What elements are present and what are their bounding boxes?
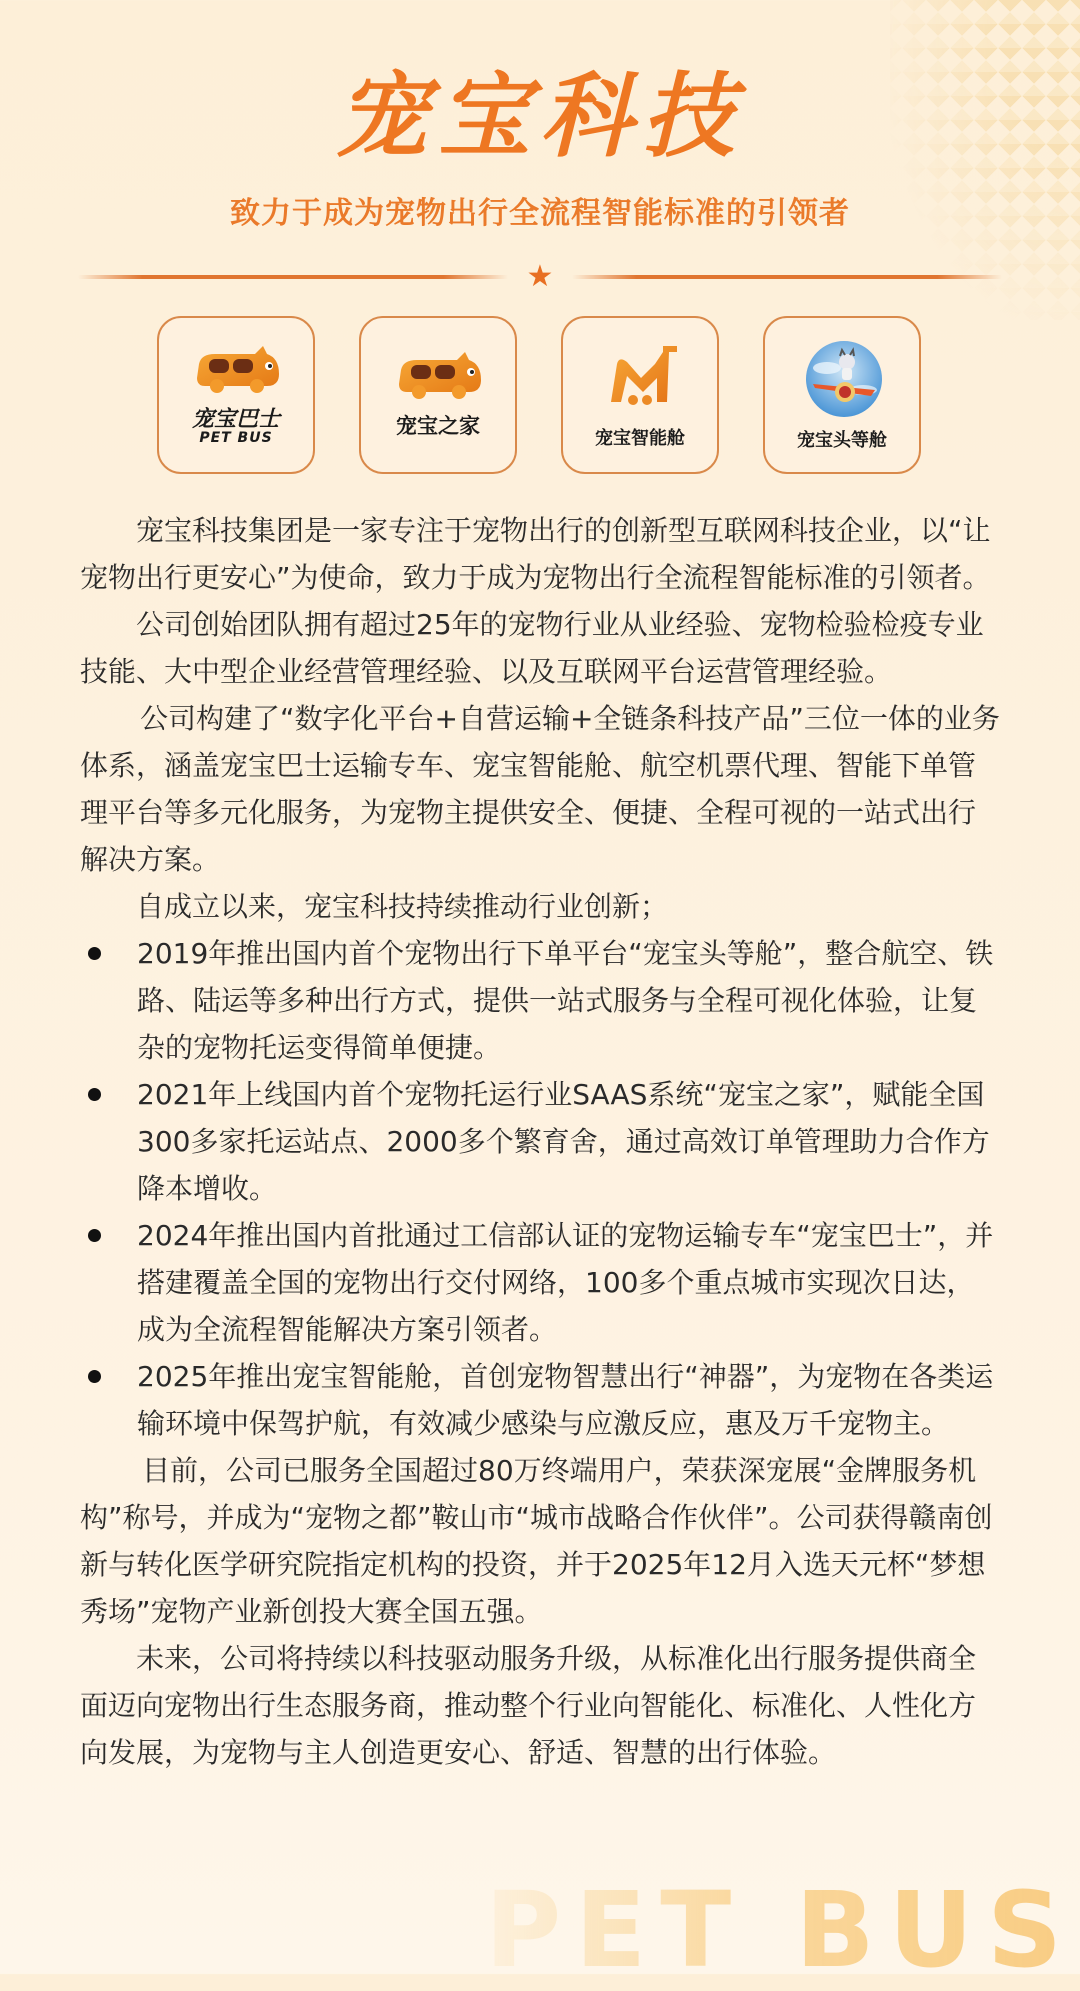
milestone-text: 2021年上线国内首个宠物托运行业SAAS系统“宠宝之家”，赋能全国300多家托运站点、2000多个繁育舍，通过高效订单管理助力合作方降本增收。	[137, 1078, 990, 1205]
milestone-item	[80, 1353, 1000, 1447]
milestone-list	[80, 930, 1000, 1447]
product-card-pet-bus	[157, 316, 315, 474]
smart-cabin-logo-icon	[607, 342, 679, 410]
page-title: 宠宝科技	[335, 63, 744, 170]
closing-paragraph: 未来，公司将持续以科技驱动服务升级，从标准化出行服务提供商全面迈向宠物出行生态服务商，推动整个行业向智能化、标准化、人性化方向发展，为宠物与主人创造更安心、舒适、智慧的出行体验。	[80, 1642, 977, 1769]
product-name: 宠宝智能舱	[595, 428, 685, 449]
product-card-smart-cabin	[561, 316, 719, 474]
intro-paragraph: 公司创始团队拥有超过25年的宠物行业从业经验、宠物检验检疫专业技能、大中型企业经营管理经验、以及互联网平台运营管理经验。	[80, 608, 984, 688]
pet-bus-watermark: PET BUS	[484, 1869, 1076, 1991]
milestone-text: 2024年推出国内首批通过工信部认证的宠物运输专车“宠宝巴士”，并搭建覆盖全国的宠物出行交付网络，100多个重点城市实现次日达，成为全流程智能解决方案引领者。	[137, 1219, 994, 1346]
milestone-item	[80, 1212, 1000, 1353]
closing-paragraph: 目前，公司已服务全国超过80万终端用户，荣获深宠展“金牌服务机构”称号，并成为“宠物之都”鞍山市“城市战略合作伙伴”。公司获得赣南创新与转化医学研究院指定机构的投资，并于2025年12月入选天元杯“梦想秀场”宠物产业新创投大赛全国五强。	[80, 1454, 993, 1628]
milestone-text: 2025年推出宠宝智能舱，首创宠物智慧出行“神器”，为宠物在各类运输环境中保驾护航，有效减少感染与应激反应，惠及万千宠物主。	[137, 1360, 994, 1440]
first-class-airplane-logo-icon	[805, 340, 883, 418]
product-name: 宠宝之家	[396, 414, 480, 438]
product-name: 宠宝头等舱	[797, 430, 887, 451]
star-divider	[78, 259, 1002, 294]
star-icon: ★	[526, 259, 554, 294]
intro-paragraph: 公司构建了“数字化平台+自营运输+全链条科技产品”三位一体的业务体系，涵盖宠宝巴士运输专车、宠宝智能舱、航空机票代理、智能下单管理平台等多元化服务，为宠物主提供安全、便捷、全程可视的一站式出行解决方案。	[80, 702, 1000, 876]
pet-bus-logo-icon	[395, 348, 487, 404]
product-name: 宠宝巴士	[191, 407, 280, 432]
milestone-item	[80, 1071, 1000, 1212]
milestone-text: 2019年推出国内首个宠物出行下单平台“宠宝头等舱”，整合航空、铁路、陆运等多种出行方式，提供一站式服务与全程可视化体验，让复杂的宠物托运变得简单便捷。	[137, 937, 994, 1064]
product-card-pet-home	[359, 316, 517, 474]
milestone-item	[80, 930, 1000, 1071]
page-subtitle: 致力于成为宠物出行全流程智能标准的引领者	[230, 196, 850, 231]
intro-paragraph: 宠宝科技集团是一家专注于宠物出行的创新型互联网科技企业，以“让宠物出行更安心”为使命，致力于成为宠物出行全流程智能标准的引领者。	[80, 514, 991, 594]
bullet-icon	[88, 1229, 101, 1242]
divider-line-left	[78, 275, 508, 279]
pet-bus-logo-icon	[193, 342, 285, 398]
bullet-icon	[88, 947, 101, 960]
company-intro	[80, 507, 1000, 1776]
bullet-icon	[88, 1088, 101, 1101]
intro-paragraph: 自成立以来，宠宝科技持续推动行业创新；	[136, 890, 669, 923]
product-subname: PET BUS	[199, 430, 273, 446]
bullet-icon	[88, 1370, 101, 1383]
divider-line-right	[572, 275, 1002, 279]
product-logo-row	[157, 316, 923, 476]
product-card-first-class	[763, 316, 921, 474]
